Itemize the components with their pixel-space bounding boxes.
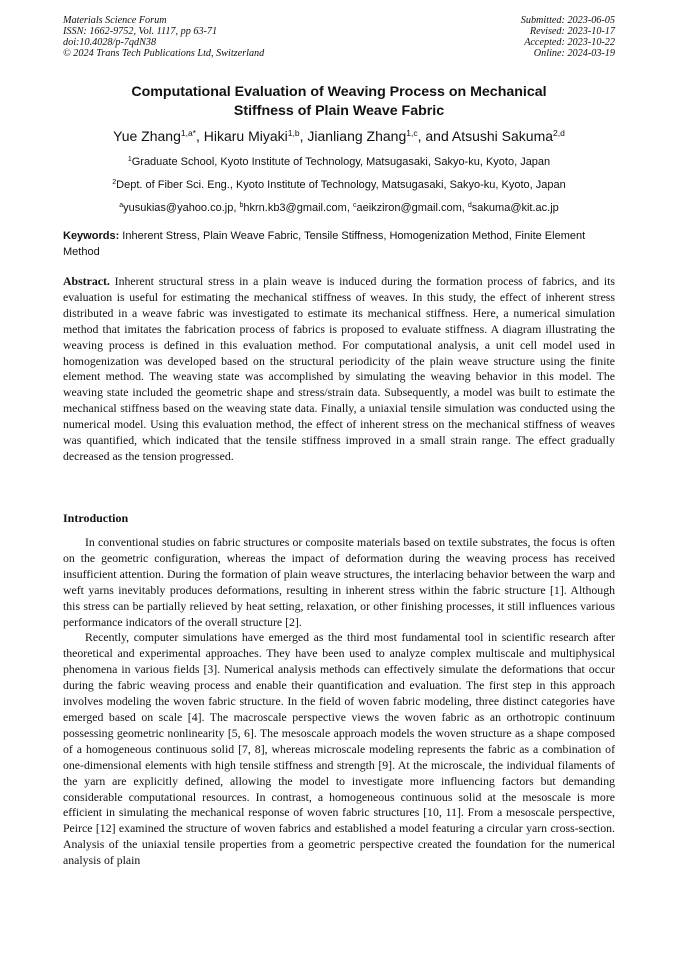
keywords-label: Keywords: — [63, 230, 120, 242]
email-mark: d — [467, 202, 472, 209]
title-line-1: Computational Evaluation of Weaving Process on Mechanical — [131, 84, 547, 100]
affiliation-2 — [20, 178, 658, 192]
author-name: Hikaru Miyaki — [203, 128, 288, 144]
submitted-date: Submitted: 2023-06-05 — [520, 15, 615, 26]
email-mark: a — [119, 202, 124, 209]
author-name: Atsushi Sakuma — [451, 128, 554, 144]
revised-date: Revised: 2023-10-17 — [529, 26, 615, 37]
author-affiliation-mark: 1,a* — [180, 128, 196, 138]
title-line-2: Stiffness of Plain Weave Fabric — [233, 103, 445, 119]
author-list — [20, 127, 658, 145]
author-name: Yue Zhang — [113, 128, 181, 144]
affiliation-mark: 2 — [112, 179, 117, 186]
affiliation-text: Graduate School, Kyoto Institute of Technology, Matsugasaki, Sakyo-ku, Kyoto, Japan — [131, 156, 551, 168]
journal-name: Materials Science Forum — [63, 15, 167, 26]
email-mark: b — [239, 202, 244, 209]
submission-dates — [521, 15, 615, 59]
email-address: sakuma@kit.ac.jp — [471, 202, 559, 214]
affiliation-text: Dept. of Fiber Sci. Eng., Kyoto Institute of Technology, Matsugasaki, Sakyo-ku, Kyoto, Japan — [116, 179, 566, 191]
author-separator: , — [195, 128, 204, 144]
doi: doi:10.4028/p-7qdN38 — [63, 37, 157, 48]
author-separator: , — [299, 128, 308, 144]
author-separator: , and — [417, 128, 452, 144]
email-list — [20, 201, 658, 215]
keywords-text: Inherent Stress, Plain Weave Fabric, Tensile Stiffness, Homogenization Method, Finite Element Method — [63, 230, 586, 258]
paragraph: Recently, computer simulations have emerged as the third most fundamental tool in scientific research after theoretical and experimental approaches. They have been used to analyze complex multiscale and multiphysical phenomena in various fields [3]. Numerical analysis methods can effectively simulate the deformations that occur during the fabric weaving process and enable their quantification and evaluation. The first step in this approach involves modeling the woven fabric structure. In the field of woven fabric modeling, three distinct categories have emerged based on scale [4]. The macroscale perspective views the woven fabric as an orthotropic continuum possessing geometric nonlinearity [5, 6]. The mesoscale approach models the woven structure as a shape composed of a homogeneous continuous solid [7, 8], whereas microscale modeling represents the fabric as a combination of one-dimensional elements with high tensile stiffness and strength [9]. At the microscale, the individual filaments of the yarn are explicitly defined, allowing the model to investigate more influencing factors but demanding considerable computational resources. In contrast, a homogeneous continuous solid at the mesoscale is more efficient in simulating the mechanical response of woven fabric structures [10, 11]. From a mesoscale perspective, Peirce [12] examined the structure of woven fabrics and established a model featuring a circular yarn cross-section. Analysis of the uniaxial tensile properties from a geometric perspective created the foundation for the numerical analysis of plain — [63, 630, 615, 868]
online-date: Online: 2024-03-19 — [533, 48, 615, 59]
abstract-text: Inherent structural stress in a plain weave is induced during the formation process of fabrics, and its evaluation is useful for estimating the mechanical stiffness of weaves. In this study, the effect of inherent stress distributed in a weave fabric was investigated to estimate its mechanical stiffness. Here, a numerical simulation method that imitates the fabrication process of fabrics is proposed to evaluate stiffness. A diagram illustrating the weaving process is defined in this evaluation method. For computational analysis, a unit cell model used in homogenization was developed based on the structural periodicity of the plain weave structure using the finite element method. The weaving state was accomplished by simulating the weaving behavior in this model. The weaving state included the geometric shape and stress/strain data. Subsequently, a model was built to estimate the mechanical stiffness based on the weaving state data. Finally, a uniaxial tensile simulation was conducted using the numerical model. Using this evaluation method, the effect of inherent stress on the mechanical stiffness of weaves was quantified, which indicated that the tensile stiffness improved in a small strain range. The effect gradually decreased as the tension progressed. — [63, 274, 615, 463]
author-affiliation-mark: 1,b — [287, 128, 300, 138]
email-address: hkrn.kb3@gmail.com, — [243, 202, 353, 214]
paragraph: In conventional studies on fabric structures or composite materials based on textile substrates, the focus is often on the geometric configuration, whereas the impact of deformation during the weaving process has received insufficient attention. During the formation of plain weave structures, the interlacing behavior between the warp and weft yarns inevitably produces deformations, resulting in inherent stress within the fabric structure [1]. Although this stress can be partially relieved by heat setting, relaxation, or other finishing processes, it still influences various performance indicators of the overall structure [2]. — [63, 535, 615, 629]
author-name: Jianliang Zhang — [307, 128, 407, 144]
email-address: aeikziron@gmail.com, — [356, 202, 468, 214]
affiliation-1 — [20, 155, 658, 169]
abstract-label: Abstract. — [63, 274, 110, 288]
issn-volume: ISSN: 1662-9752, Vol. 1117, pp 63-71 — [63, 26, 218, 37]
affiliation-mark: 1 — [127, 156, 132, 163]
introduction-body — [63, 535, 615, 869]
author-affiliation-mark: 1,c — [406, 128, 418, 138]
paper-title — [40, 83, 638, 121]
section-heading: Introduction — [63, 511, 129, 525]
accepted-date: Accepted: 2023-10-22 — [524, 37, 615, 48]
copyright: © 2024 Trans Tech Publications Ltd, Switzerland — [63, 48, 265, 59]
author-affiliation-mark: 2,d — [553, 128, 565, 138]
keywords — [63, 229, 615, 260]
email-address: yusukias@yahoo.co.jp, — [123, 202, 240, 214]
email-mark: c — [352, 202, 357, 209]
journal-info — [63, 15, 264, 59]
abstract — [63, 274, 615, 465]
